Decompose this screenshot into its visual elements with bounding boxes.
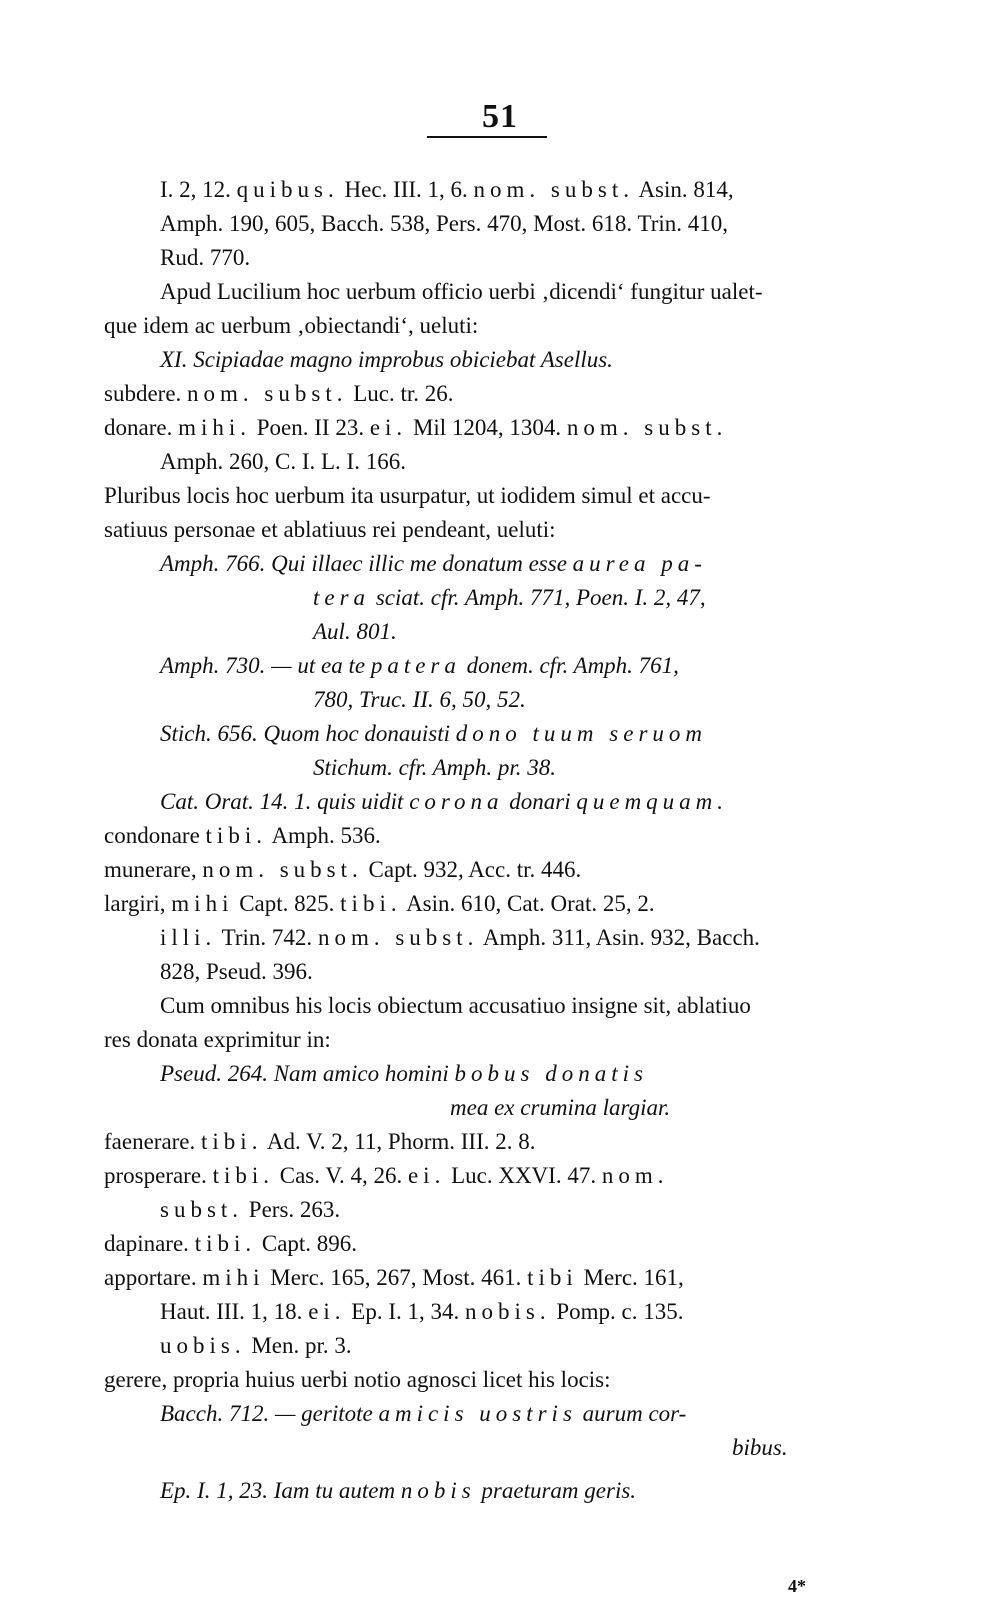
text-segment: Pluribus locis hoc uerbum ita usurpatur, ut iodidem simul et accu-	[104, 483, 711, 508]
text-segment: nom. subst.	[317, 925, 479, 950]
text-segment: mihi.	[178, 415, 251, 440]
text-line-12	[160, 549, 707, 579]
text-segment: Amph. 766.	[160, 551, 272, 576]
text-line-14	[313, 617, 397, 647]
text-line-22	[104, 889, 655, 919]
text-segment: tibi.	[340, 891, 402, 916]
text-segment: Luc. tr. 26.	[347, 381, 454, 406]
text-segment: Amph. 311, Asin. 932, Bacch.	[478, 925, 760, 950]
text-line-36	[104, 1365, 611, 1395]
text-segment: I. 2, 12.	[160, 177, 237, 202]
text-segment: Pers. 263.	[243, 1197, 341, 1222]
text-segment: donem. cfr. Amph. 761,	[460, 653, 679, 678]
text-segment: munerare,	[104, 857, 203, 882]
text-line-39	[160, 1476, 636, 1506]
text-segment: donari	[503, 789, 577, 814]
text-segment: Ep. I. 1, 23. Iam tu autem	[160, 1478, 401, 1503]
text-line-30	[104, 1161, 668, 1191]
text-segment: tibi.	[212, 1163, 274, 1188]
text-segment: nom.	[601, 1163, 669, 1188]
text-segment: amicis uostris	[378, 1401, 577, 1426]
text-segment: Pomp. c. 135.	[550, 1299, 684, 1324]
text-segment: quibus.	[236, 177, 339, 202]
text-line-25	[160, 991, 751, 1021]
text-segment: prosperare.	[104, 1163, 213, 1188]
text-segment: Amph. 536.	[266, 823, 381, 848]
text-segment: patera	[370, 653, 461, 678]
text-segment: Ad. V. 2, 11, Phorm. III. 2. 8.	[262, 1129, 536, 1154]
text-line-8	[104, 413, 727, 443]
text-line-5	[104, 311, 478, 341]
text-segment: subdere.	[104, 381, 188, 406]
text-segment: uobis.	[160, 1333, 246, 1358]
text-segment: subst.	[160, 1197, 244, 1222]
text-segment: Cat. Orat. 14. 1. quis uidit	[160, 789, 410, 814]
text-line-20	[104, 821, 381, 851]
text-segment: bobus donatis	[454, 1061, 648, 1086]
text-segment: faenerare.	[104, 1129, 202, 1154]
text-segment: ei.	[407, 1163, 446, 1188]
text-segment: corona	[409, 789, 504, 814]
text-segment: mihi	[202, 1265, 265, 1290]
text-segment: ei.	[308, 1299, 346, 1324]
text-segment: Asin. 814,	[633, 177, 734, 202]
text-line-21	[104, 855, 581, 885]
text-segment: gerere, propria huius uerbi notio agnosci licet his locis:	[104, 1367, 611, 1392]
text-segment: tibi	[527, 1265, 578, 1290]
text-line-17	[160, 719, 707, 749]
text-segment: nobis	[400, 1478, 476, 1503]
text-segment: Cum omnibus his locis obiectum accusatiuo insigne sit, ablatiuo	[160, 993, 751, 1018]
text-line-13	[313, 583, 706, 613]
text-line-28	[450, 1093, 670, 1123]
text-segment: Apud Lucilium hoc uerbum officio uerbi ‚dicendi‘ fungitur ualet-	[160, 279, 763, 304]
text-segment: Aul. 801.	[313, 619, 397, 644]
text-line-23	[160, 923, 760, 953]
text-segment: Luc. XXVI. 47.	[445, 1163, 602, 1188]
text-line-16	[313, 685, 526, 715]
text-segment: illi.	[160, 925, 217, 950]
text-segment: XI. Scipiadae magno improbus obiciebat Asellus.	[160, 347, 613, 372]
text-segment: mihi	[171, 891, 234, 916]
text-line-3	[160, 243, 250, 273]
text-segment: tibi.	[194, 1231, 257, 1256]
text-segment: Poen. II 23.	[251, 415, 370, 440]
text-segment: Rud. 770.	[160, 245, 251, 270]
text-line-6	[160, 345, 613, 375]
text-segment: quemquam.	[576, 789, 729, 814]
text-segment: apportare.	[104, 1265, 203, 1290]
text-line-15	[160, 651, 679, 681]
text-segment: Cas. V. 4, 26.	[273, 1163, 408, 1188]
text-segment: sciat. cfr. Amph. 771, Poen. I. 2, 47,	[370, 585, 706, 610]
text-line-29	[104, 1127, 536, 1157]
text-segment: bibus.	[732, 1435, 788, 1460]
text-segment: Bacch. 712. — gerit	[160, 1401, 345, 1426]
text-segment: Mil 1204, 1304.	[407, 415, 567, 440]
text-segment: Capt. 896.	[256, 1231, 358, 1256]
text-line-11	[104, 515, 556, 545]
text-segment: nom. subst.	[202, 857, 363, 882]
text-segment: Hec. III. 1, 6.	[338, 177, 474, 202]
text-segment: Capt. 932, Acc. tr. 446.	[362, 857, 582, 882]
text-segment: nom. subst.	[187, 381, 348, 406]
text-segment: largiri,	[104, 891, 172, 916]
text-line-2	[160, 209, 728, 239]
text-segment: res donata exprimitur in:	[104, 1027, 331, 1052]
text-line-26	[104, 1025, 331, 1055]
text-segment: condonare	[104, 823, 206, 848]
text-segment: dapinare.	[104, 1231, 195, 1256]
page-number-rule	[427, 136, 547, 138]
text-segment: nom. subst.	[473, 177, 634, 202]
text-segment: Stich. 656. Quom hoc donauisti	[160, 721, 456, 746]
text-segment: aurum cor-	[576, 1401, 687, 1426]
text-segment: que idem ac uerbum ‚obiectandi‘, ueluti:	[104, 313, 479, 338]
text-segment: Amph. 730. — ut ea te	[160, 653, 371, 678]
text-line-35	[160, 1331, 352, 1361]
text-segment: Merc. 161,	[577, 1265, 684, 1290]
text-segment: Amph. 260, C. I. L. I. 166.	[160, 449, 406, 474]
text-segment: mea ex crumina largiar.	[450, 1095, 671, 1120]
text-segment: Amph. 190, 605, Bacch. 538, Pers. 470, Most. 618. Trin. 410,	[160, 211, 728, 236]
text-segment: Stichum. cfr. Amph. pr. 38.	[313, 755, 556, 780]
text-segment: tibi.	[205, 823, 267, 848]
text-line-9	[160, 447, 406, 477]
text-segment: Men. pr. 3.	[245, 1333, 352, 1358]
text-segment: Ep. I. 1, 34.	[345, 1299, 466, 1324]
text-line-37	[160, 1399, 686, 1429]
text-segment: ote	[344, 1401, 379, 1426]
text-line-32	[104, 1229, 357, 1259]
text-segment: Capt. 825.	[233, 891, 341, 916]
text-segment: 828, Pseud. 396.	[160, 959, 313, 984]
text-segment: satiuus personae et ablatiuus rei pendeant, ueluti:	[104, 517, 556, 542]
text-line-27	[160, 1059, 648, 1089]
text-segment: Trin. 742.	[216, 925, 318, 950]
text-segment: praeturam geris.	[475, 1478, 637, 1503]
text-segment: 780, Truc. II. 6, 50, 52.	[313, 687, 526, 712]
text-segment: donare.	[104, 415, 179, 440]
text-line-38	[732, 1433, 788, 1463]
text-line-19	[160, 787, 728, 817]
text-segment: tibi.	[201, 1129, 263, 1154]
text-line-31	[160, 1195, 340, 1225]
text-segment: Pseud. 264. Nam amico homini	[160, 1061, 455, 1086]
signature-mark: 4*	[788, 1576, 806, 1596]
text-line-7	[104, 379, 454, 409]
text-line-4	[160, 277, 763, 307]
text-line-1	[160, 175, 734, 205]
text-segment: Merc. 165, 267, Most. 461.	[264, 1265, 528, 1290]
page-number: 51	[482, 98, 518, 135]
text-segment: Qui illaec illic me donatum esse	[271, 551, 573, 576]
text-segment: nom. subst.	[566, 415, 728, 440]
text-segment: tera	[313, 585, 371, 610]
text-segment: dono tuum seruom	[455, 721, 708, 746]
text-segment: nobis.	[465, 1299, 551, 1324]
text-segment: aurea pa-	[572, 551, 707, 576]
text-segment: Asin. 610, Cat. Orat. 25, 2.	[401, 891, 655, 916]
text-line-34	[160, 1297, 684, 1327]
text-line-24	[160, 957, 313, 987]
text-line-10	[104, 481, 711, 511]
text-segment: ei.	[369, 415, 408, 440]
text-line-33	[104, 1263, 684, 1293]
text-line-18	[313, 753, 556, 783]
text-segment: Haut. III. 1, 18.	[160, 1299, 309, 1324]
